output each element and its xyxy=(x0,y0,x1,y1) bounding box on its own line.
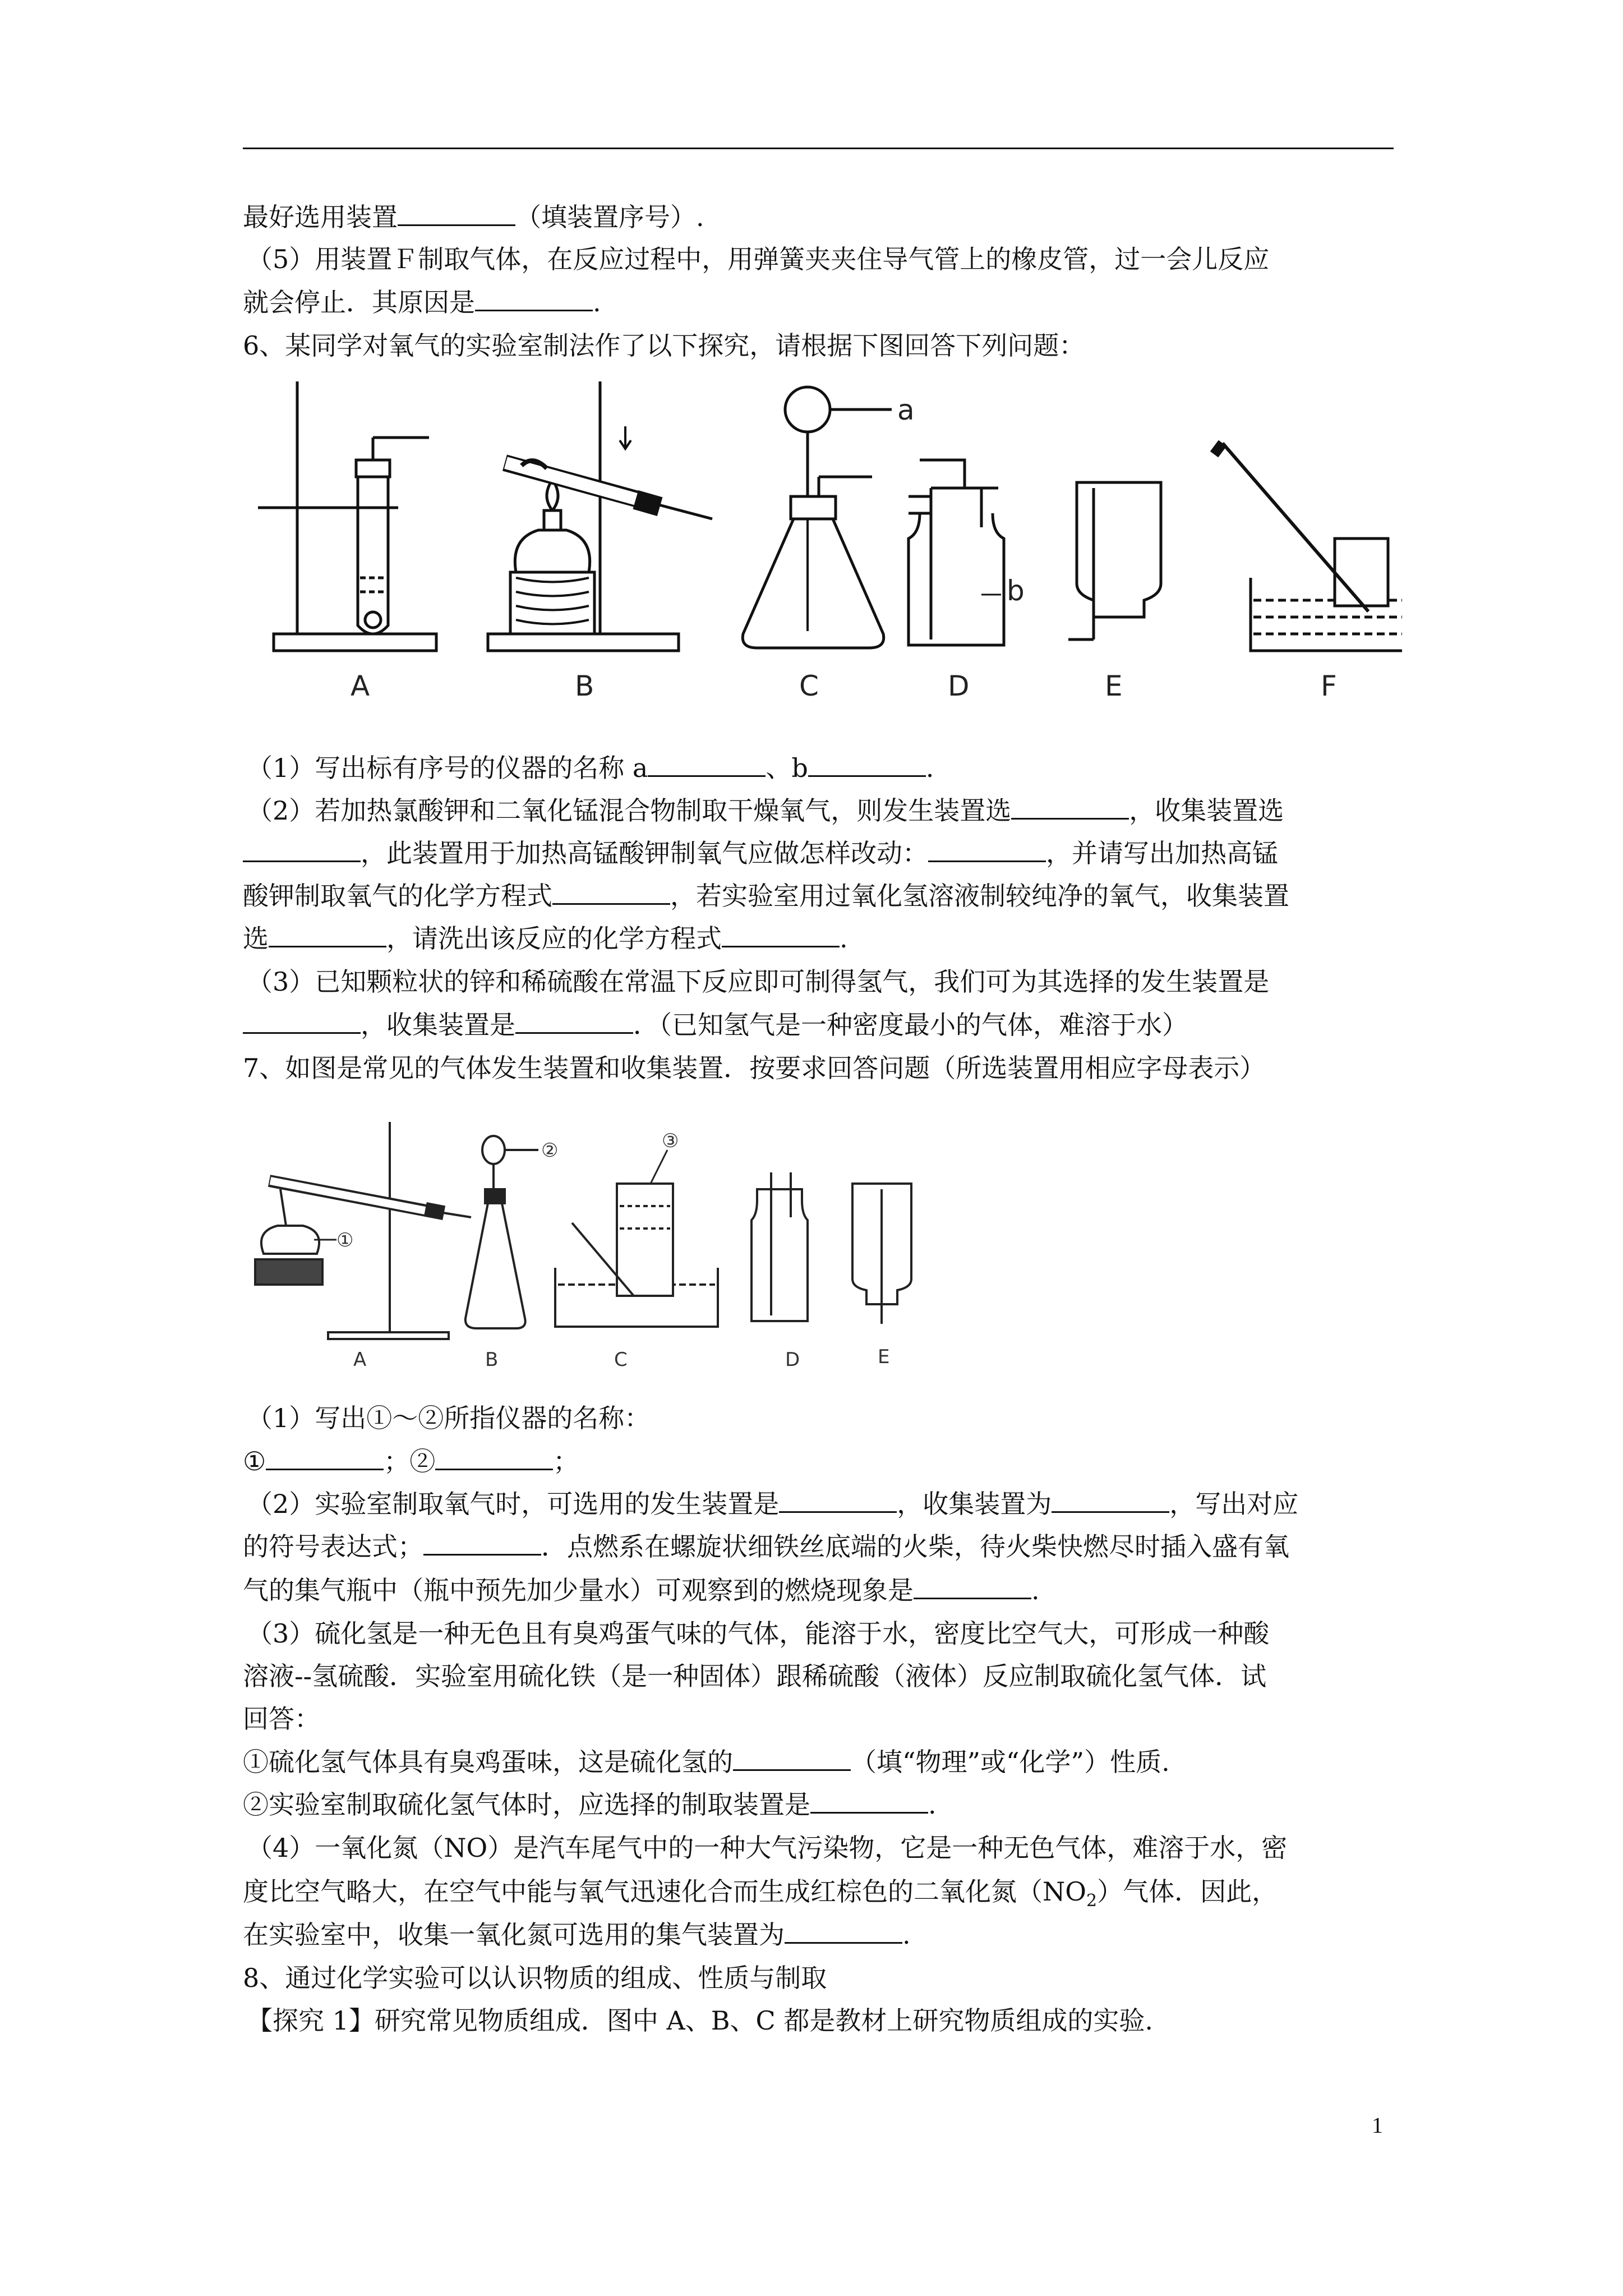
text-line xyxy=(243,1439,579,1483)
answer-blank[interactable] xyxy=(423,1525,541,1556)
caption-2e: E xyxy=(878,1346,890,1368)
answer-blank[interactable] xyxy=(648,746,766,777)
text-line xyxy=(243,1047,1265,1089)
answer-blank[interactable] xyxy=(779,1482,897,1513)
line-text: 溶液--氢硫酸．实验室用硫化铁（是一种固体）跟稀硫酸（液体）反应制取硫化氢气体．试 xyxy=(243,1661,1267,1691)
label-b: b xyxy=(1007,574,1025,607)
caption-d: D xyxy=(948,670,970,702)
text-line xyxy=(247,1482,1298,1525)
answer-blank[interactable] xyxy=(1011,789,1129,820)
caption-c: C xyxy=(799,670,819,702)
text-line xyxy=(243,917,848,960)
apparatus-d xyxy=(909,460,1025,645)
line-text: 在实验室中，收集一氧化氮可选用的集气装置为 xyxy=(243,1920,785,1950)
line-text: （3）硫化氢是一种无色且有臭鸡蛋气味的气体，能溶于水，密度比空气大，可形成一种酸 xyxy=(247,1618,1270,1649)
caption-2b: B xyxy=(485,1349,499,1371)
text-line xyxy=(243,324,1085,367)
line-text: （4）一氧化氮（NO）是汽车尾气中的一种大气污染物，它是一种无色气体，难溶于水，密 xyxy=(247,1833,1288,1863)
text-line xyxy=(247,1999,1153,2042)
line-text: ① xyxy=(243,1446,266,1476)
marker-2: ② xyxy=(541,1139,559,1162)
label-a: a xyxy=(897,394,915,426)
line-text: （2）若加热氯酸钾和二氧化锰混合物制取干燥氧气，则发生装置选 xyxy=(247,795,1012,826)
marker-1: ① xyxy=(336,1229,354,1251)
text-line xyxy=(247,1397,650,1439)
line-text: ．（已知氢气是一种密度最小的气体，难溶于水） xyxy=(633,1010,1188,1040)
caption-2d: D xyxy=(785,1349,800,1371)
line-text: （1）写出①～②所指仪器的名称： xyxy=(247,1403,651,1433)
answer-blank[interactable] xyxy=(243,1003,361,1034)
answer-blank[interactable] xyxy=(243,831,361,862)
line-text: （填“物理”或“化学”）性质. xyxy=(851,1747,1170,1777)
apparatus-2b xyxy=(465,1136,559,1328)
caption-2c: C xyxy=(614,1349,628,1371)
line-text: 选 xyxy=(243,923,269,954)
line-text: ①硫化氢气体具有臭鸡蛋味，这是硫化氢的 xyxy=(243,1747,733,1777)
answer-blank[interactable] xyxy=(810,1783,928,1814)
answer-blank[interactable] xyxy=(515,1003,633,1034)
line-text: ，收集装置选 xyxy=(1129,795,1284,826)
apparatus-b xyxy=(488,381,712,651)
figure-apparatus-2 xyxy=(247,1116,953,1380)
line-text: （5）用装置Ｆ制取气体，在反应过程中，用弹簧夹夹住导气管上的橡皮管，过一会儿反应 xyxy=(247,244,1270,274)
answer-blank[interactable] xyxy=(928,831,1046,862)
text-line xyxy=(247,1612,1269,1655)
apparatus-a xyxy=(258,381,436,651)
line-text: ，收集装置是 xyxy=(361,1010,515,1040)
caption-f: F xyxy=(1321,670,1337,702)
text-line xyxy=(243,1957,827,1999)
figure-apparatus-1 xyxy=(236,370,1402,718)
answer-blank[interactable] xyxy=(733,1740,851,1771)
line-text: . xyxy=(928,1789,937,1820)
text-line xyxy=(243,874,1289,917)
answer-blank[interactable] xyxy=(785,1913,902,1944)
answer-blank[interactable] xyxy=(552,874,670,905)
line-text: 的符号表达式； xyxy=(243,1531,423,1562)
line-text: ．点燃系在螺旋状细铁丝底端的火柴，待火柴快燃尽时插入盛有氧 xyxy=(541,1531,1289,1562)
line-text: ，收集装置为 xyxy=(897,1489,1052,1519)
apparatus-2d xyxy=(751,1172,808,1321)
line-text: 6、某同学对氧气的实验室制法作了以下探究，请根据下图回答下列问题： xyxy=(243,330,1085,361)
answer-blank[interactable] xyxy=(398,195,515,226)
text-line xyxy=(247,746,934,789)
marker-3: ③ xyxy=(662,1130,679,1152)
caption-e: E xyxy=(1105,670,1123,702)
line-text: ，请洗出该反应的化学方程式 xyxy=(386,923,722,954)
caption-2a: A xyxy=(353,1349,367,1371)
apparatus-e xyxy=(1068,482,1161,639)
line-text: . xyxy=(593,287,601,318)
text-line xyxy=(243,195,704,238)
text-line xyxy=(247,960,1269,1003)
caption-a: A xyxy=(351,670,370,702)
line-text: ）气体．因此， xyxy=(1097,1876,1278,1907)
answer-blank[interactable] xyxy=(435,1439,553,1470)
line-text: . xyxy=(840,923,848,954)
line-text: 、b xyxy=(766,753,808,783)
text-line xyxy=(243,1003,1188,1046)
line-text: 【探究 1】研究常见物质组成．图中 A、B、C 都是教材上研究物质组成的实验. xyxy=(247,2005,1153,2036)
line-text: 就会停止．其原因是 xyxy=(243,287,475,318)
line-text: 7、如图是常见的气体发生装置和收集装置．按要求回答问题（所选装置用相应字母表示） xyxy=(243,1053,1266,1083)
line-text: . xyxy=(902,1920,911,1950)
caption-b: B xyxy=(575,670,594,702)
page-number: 1 xyxy=(1372,2113,1383,2138)
line-text: ，写出对应 xyxy=(1169,1489,1299,1519)
apparatus-2a xyxy=(255,1122,471,1339)
line-text: ，并请写出加热高锰 xyxy=(1046,838,1278,868)
answer-blank[interactable] xyxy=(475,280,593,311)
answer-blank[interactable] xyxy=(269,917,386,947)
text-line xyxy=(243,1740,1170,1783)
apparatus-2e xyxy=(852,1184,911,1324)
apparatus-f xyxy=(1214,443,1402,651)
header-rule xyxy=(243,148,1394,149)
text-line xyxy=(243,1525,1289,1568)
line-text: ；② xyxy=(384,1446,436,1476)
apparatus-2c xyxy=(555,1130,718,1327)
line-text: ，若实验室用过氧化氢溶液制较纯净的氧气，收集装置 xyxy=(670,881,1289,911)
line-text: （1）写出标有序号的仪器的名称 a xyxy=(247,753,648,783)
line-text: 度比空气略大，在空气中能与氧气迅速化合而生成红棕色的二氧化氮（NO xyxy=(243,1876,1086,1907)
answer-blank[interactable] xyxy=(1052,1482,1169,1513)
line-text: ②实验室制取硫化氢气体时，应选择的制取装置是 xyxy=(243,1789,810,1820)
text-line xyxy=(247,1826,1287,1869)
answer-blank[interactable] xyxy=(914,1568,1031,1599)
subscript: 2 xyxy=(1086,1891,1098,1911)
answer-blank[interactable] xyxy=(722,917,840,947)
text-line xyxy=(247,789,1284,832)
text-line xyxy=(243,280,601,324)
line-text: ； xyxy=(553,1446,579,1476)
text-line xyxy=(243,831,1278,875)
line-text: ，此装置用于加热高锰酸钾制氧气应做怎样改动： xyxy=(361,838,928,868)
text-line xyxy=(243,1568,1040,1612)
line-text: （3）已知颗粒状的锌和稀硫酸在常温下反应即可制得氢气，我们可为其选择的发生装置是 xyxy=(247,967,1270,997)
line-text: . xyxy=(1031,1575,1040,1605)
line-text: （2）实验室制取氧气时，可选用的发生装置是 xyxy=(247,1489,780,1519)
text-line xyxy=(243,1697,320,1740)
answer-blank[interactable] xyxy=(266,1439,384,1470)
text-line xyxy=(243,1913,911,1956)
line-text: 8、通过化学实验可以认识物质的组成、性质与制取 xyxy=(243,1963,827,1993)
line-text: （填装置序号）. xyxy=(515,202,704,232)
apparatus-c xyxy=(743,387,914,648)
text-line xyxy=(247,238,1269,280)
text-line xyxy=(243,1783,937,1826)
line-text: . xyxy=(925,753,934,783)
line-text: 酸钾制取氧气的化学方程式 xyxy=(243,881,552,911)
line-text: 回答： xyxy=(243,1704,320,1734)
text-line xyxy=(243,1655,1266,1697)
line-text: 气的集气瓶中（瓶中预先加少量水）可观察到的燃烧现象是 xyxy=(243,1575,914,1605)
line-text: 最好选用装置 xyxy=(243,202,398,232)
answer-blank[interactable] xyxy=(808,746,926,777)
